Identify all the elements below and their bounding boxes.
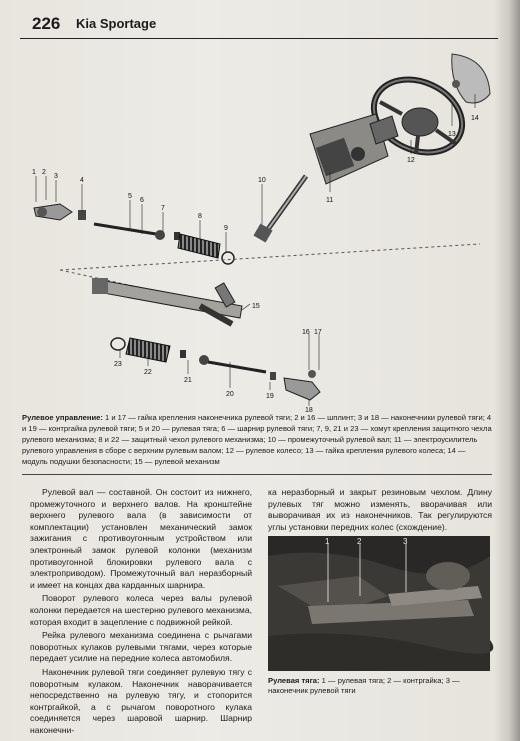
callout-20: 20	[226, 391, 234, 398]
callout-22: 22	[144, 369, 152, 376]
steering-diagram	[20, 44, 498, 414]
photo-label-1: 1	[325, 537, 330, 546]
callout-4: 4	[80, 177, 84, 184]
figure-caption-text: 1 и 17 — гайка крепления наконечника рулевой тяги; 2 и 16 — шплинт; 3 и 18 — наконечники рулевой тяги; 4 и 19 — контргайка рулевой тяги; 5 и 20 — рулевая тяга; 6 — шарнир рулевой тяги; 7, 9, 21 и 23 — хомут крепления защитного чехла рулевого механизма; 8 и 22 — защитный чехол рулевого механизма; 10 — промежуточный рулевой вал; 11 — электроусилитель рулевого управления в сборе с верхним рулевым валом; 12 — рулевое колесо; 13 — гайка крепления рулевого колеса; 14 — модуль подушки безопасности; 15 — рулевой механизм	[22, 413, 492, 466]
callout-13: 13	[448, 131, 456, 138]
photo-caption	[268, 676, 492, 696]
callout-1: 1	[32, 169, 36, 176]
paragraph: Наконечник рулевой тяги соединяет рулевую тягу с поворотным кулаком. Наконечник наворачивается непосредственно на рулевую тягу, и стопорится контргайкой, а с рычагом поворотного кулака соединяется через шаровой шарнир. Шарнир наконечни-	[30, 666, 252, 735]
callout-7: 7	[161, 205, 165, 212]
photo-caption-text: 1 — рулевая тяга; 2 — контргайка; 3 — наконечник рулевой тяги	[268, 676, 460, 695]
page-number: 226	[32, 14, 61, 33]
intermediate-shaft	[253, 176, 306, 243]
callout-16: 16	[302, 329, 310, 336]
callout-3: 3	[54, 173, 58, 180]
callout-21: 21	[184, 377, 192, 384]
figure-caption-title: Рулевое управление:	[22, 413, 103, 422]
steering-rack	[92, 278, 242, 324]
figure-caption	[22, 412, 492, 467]
tie-rod-assembly-lower	[111, 338, 320, 400]
airbag-module	[452, 54, 490, 103]
callout-6: 6	[140, 197, 144, 204]
photo-label-3: 3	[403, 537, 408, 546]
paragraph: ка неразборный и закрыт резиновым чехлом. Длину рулевых тяг можно изменять, вворачивая или выворачивая их из наконечников. Так регулируются углы установки передних колес (схождение).	[268, 487, 492, 532]
callout-14: 14	[471, 115, 479, 122]
callout-19: 19	[266, 393, 274, 400]
callout-11: 11	[326, 197, 334, 204]
callout-9: 9	[224, 225, 228, 232]
callout-12: 12	[407, 157, 415, 164]
callout-15: 15	[252, 303, 260, 310]
left-column	[30, 487, 252, 738]
callout-10: 10	[258, 177, 266, 184]
section-divider	[22, 474, 492, 475]
callout-5: 5	[128, 193, 132, 200]
page-header	[20, 14, 498, 39]
photo-caption-title: Рулевая тяга:	[268, 676, 320, 685]
tie-rod-assembly-upper	[34, 204, 234, 264]
paragraph: Рейка рулевого механизма соединена с рычагами поворотных кулаков рулевыми тягами, через которые передает усилие на передние колеса автомобиля.	[30, 630, 252, 664]
tie-rod-photo-image	[268, 536, 490, 671]
paragraph: Поворот рулевого колеса через валы рулевой колонки передается на шестерню рулевого механизма, которая входит в зацепление с подвижной рейкой.	[30, 593, 252, 627]
callout-8: 8	[198, 213, 202, 220]
steering-column	[310, 114, 398, 184]
callout-18: 18	[305, 407, 313, 414]
photo-label-2: 2	[357, 537, 362, 546]
callout-23: 23	[114, 361, 122, 368]
tie-rod-photo	[268, 536, 490, 671]
page-binding-shadow	[494, 0, 520, 741]
paragraph: Рулевой вал — составной. Он состоит из нижнего, промежуточного и верхнего валов. На кронштейне верхнего рулевого вала (в зависимости от комплектации) установлен механический замок зажигания с противоугонным устройством или электронный замок рулевой колонки (механизм противоугонной блокировки рулевого вала с электроприводом). Промежуточный вал неразборный и имеет на концах два карданных шарнира.	[30, 487, 252, 590]
book-title: Kia Sportage	[76, 16, 157, 31]
right-column	[268, 487, 492, 533]
callout-2: 2	[42, 169, 46, 176]
callout-17: 17	[314, 329, 322, 336]
